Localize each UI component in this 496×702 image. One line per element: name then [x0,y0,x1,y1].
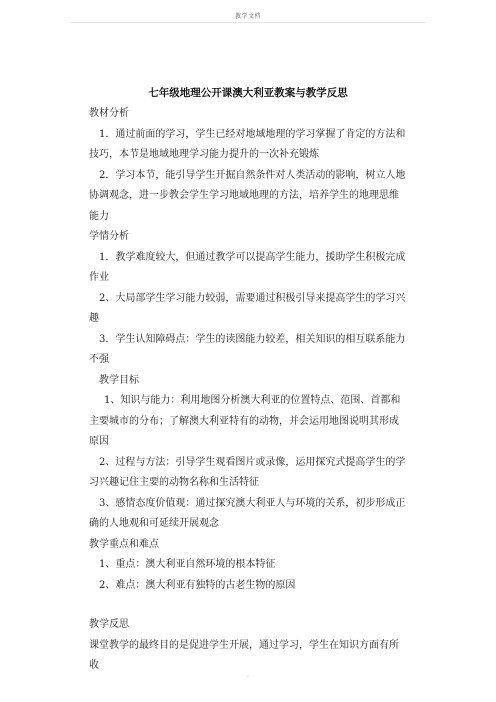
section-heading-key-points: 教学重点和难点 [89,538,159,550]
paragraph: 2、难点：澳大利亚有独特的古老生物的原因 [99,579,296,591]
paragraph: 2．学习本节，能引导学生开掘自然条件对人类活动的影响，树立人地协调观念，进一步教会学生学习地域地理的方法，培养学生的地理思维能力 [89,169,406,222]
document-body [89,104,407,677]
section-heading-reflection: 教学反思 [89,619,129,630]
paragraph: 课堂教学的最终目的是促进学生开展，通过学习，学生在知识方面有所收 [89,639,399,671]
header-rule [70,22,426,23]
blank-line [89,596,407,615]
paragraph: 2、过程与方法：引导学生观看图片或录像，运用探究式提高学生的学习兴趣记住主要的动物名称和生活特征 [89,456,406,488]
paragraph: 1、重点：澳大利亚自然环境的根本特征 [99,559,276,570]
paragraph: 1．教学难度较大，但通过教学可以提高学生能力，援助学生积极完成作业 [89,251,406,283]
paragraph: 3、感情态度价值观：通过探究澳大利亚人与环境的关系，初步形成正确的人地观和可延续开展观念 [89,497,406,529]
page-footer: . [247,672,249,679]
section-heading-textbook-analysis: 教材分析 [89,108,129,119]
section-heading-student-analysis: 学情分析 [89,231,129,242]
section-heading-teaching-goals: 教学目标 [99,374,139,386]
paragraph: 1．通过前面的学习，学生已经对地域地理的学习掌握了肯定的方法和技巧，本节是地域地理学习能力提升的一次补充锻炼 [89,128,406,160]
document-title: 七年级地理公开课澳大利亚教案与教学反思 [148,87,348,99]
paragraph: 3．学生认知障碍点：学生的读图能力较差，相关知识的相互联系能力不强 [89,333,406,365]
page-header: 教学文档 [234,13,261,20]
paragraph: 2、大局部学生学习能力较弱，需要通过积极引导来提高学生的学习兴趣 [89,292,406,324]
paragraph: 1、知识与能力：利用地图分析澳大利亚的位置特点、范围、首都和主要城市的分布；了解澳大利亚特有的动物，并会运用地图说明其形成原因 [89,395,401,447]
